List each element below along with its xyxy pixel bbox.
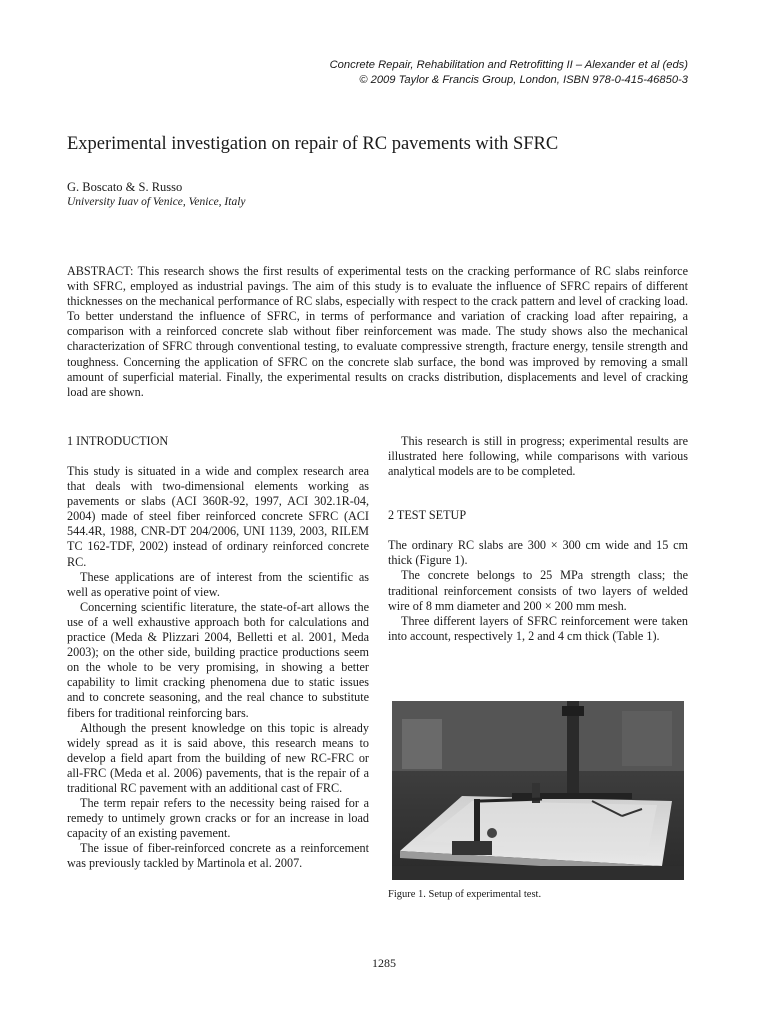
running-header xyxy=(330,58,688,88)
page-number: 1285 xyxy=(372,956,396,970)
paragraph: The ordinary RC slabs are 300 × 300 cm wide and 15 cm thick (Figure 1). xyxy=(388,538,688,568)
section-heading-test-setup: 2 TEST SETUP xyxy=(388,508,467,523)
figure-photo-test-setup xyxy=(392,701,684,880)
authors: G. Boscato & S. Russo xyxy=(67,180,183,194)
paragraph: Three different layers of SFRC reinforcement were taken into account, respectively 1, 2 and 4 cm thick (Table 1). xyxy=(388,613,688,643)
figure-caption: Figure 1. Setup of experimental test. xyxy=(388,889,542,900)
section-heading-introduction: 1 INTRODUCTION xyxy=(67,434,169,448)
paragraph: The term repair refers to the necessity being raised for a remedy to untimely grown cracks or for an increase in load capacity of an existing pavement. xyxy=(67,796,369,841)
affiliation: University Iuav of Venice, Venice, Italy xyxy=(67,196,246,208)
paragraph: Concerning scientific literature, the state-of-art allows the use of a well exhaustive approach both for calculations and practice (Meda & Plizzari 2004, Belletti et al. 2001, Meda 2003); on the other side, building practice productions seem on the whole to be very promising, in showing a better capability to limit cracking phenomena due to static issues and to concrete seasoning, and the real chance to substitute fibers for traditional reinforcing bars. xyxy=(67,599,369,720)
paper-title: Experimental investigation on repair of RC pavements with SFRC xyxy=(67,134,559,154)
header-line-1: Concrete Repair, Rehabilitation and Retrofitting II – Alexander et al (eds) xyxy=(329,59,688,71)
paragraph: This research is still in progress; experimental results are illustrated here following, while comparisons with various analytical models are to be completed. xyxy=(388,434,688,479)
test-setup-photo-illustration xyxy=(392,701,684,880)
paragraph: The concrete belongs to 25 MPa strength class; the traditional reinforcement consists of two layers of welded wire of 8 mm diameter and 200 × 200 mm mesh. xyxy=(388,568,688,613)
paragraph: These applications are of interest from the scientific as well as operative point of view. xyxy=(67,569,369,599)
paragraph: This study is situated in a wide and complex research area that deals with two-dimensional elements working as pavements or slabs (ACI 360R-92, 1997, ACI 302.1R-04, 2004) made of steel fiber reinforced concrete SFRC (ACI 544.4R, 1988, CNR-DT 204/2006, UNI 1139, 2003, RILEM TC 162-TDF, 2002) instead of ordinary reinforced concrete RC. xyxy=(67,464,369,569)
header-line-2: © 2009 Taylor & Francis Group, London, ISBN 978-0-415-46850-3 xyxy=(359,74,688,86)
paragraph: Although the present knowledge on this topic is already widely spread as it is said above, this research means to develop a field apart from the building of new RC-FRC or all-FRC (Meda et al. 2006) pavements, that is the repair of a traditional RC pavement with an additional cast of FRC. xyxy=(67,720,369,795)
paragraph: The issue of fiber-reinforced concrete as a reinforcement was previously tackled by Martinola et al. 2007. xyxy=(67,841,369,871)
left-column xyxy=(67,434,369,872)
right-column xyxy=(388,434,688,644)
abstract: ABSTRACT: This research shows the first results of experimental tests on the cracking performance of RC slabs reinforce with SFRC, employed as industrial pavings. The aim of this study is to evaluate the influence of SFRC repairs of different thicknesses on the mechanical performance of RC slabs, especially with respect to the crack pattern and level of cracking load. To better understand the influence of SFRC, in terms of performance and variation of cracking load after repairing, a comparison with a reinforced concrete slab without fiber reinforcement was made. The study shows also the mechanical characterization of SFRC through conventional testing, to evaluate compressive strength, fracture energy, tensile strength and toughness. Concerning the application of SFRC on the concrete slab surface, the bond was improved by removing a small amount of superficial material. Finally, the experimental results on cracks distribution, displacements and level of cracking load are shown. xyxy=(67,264,688,399)
